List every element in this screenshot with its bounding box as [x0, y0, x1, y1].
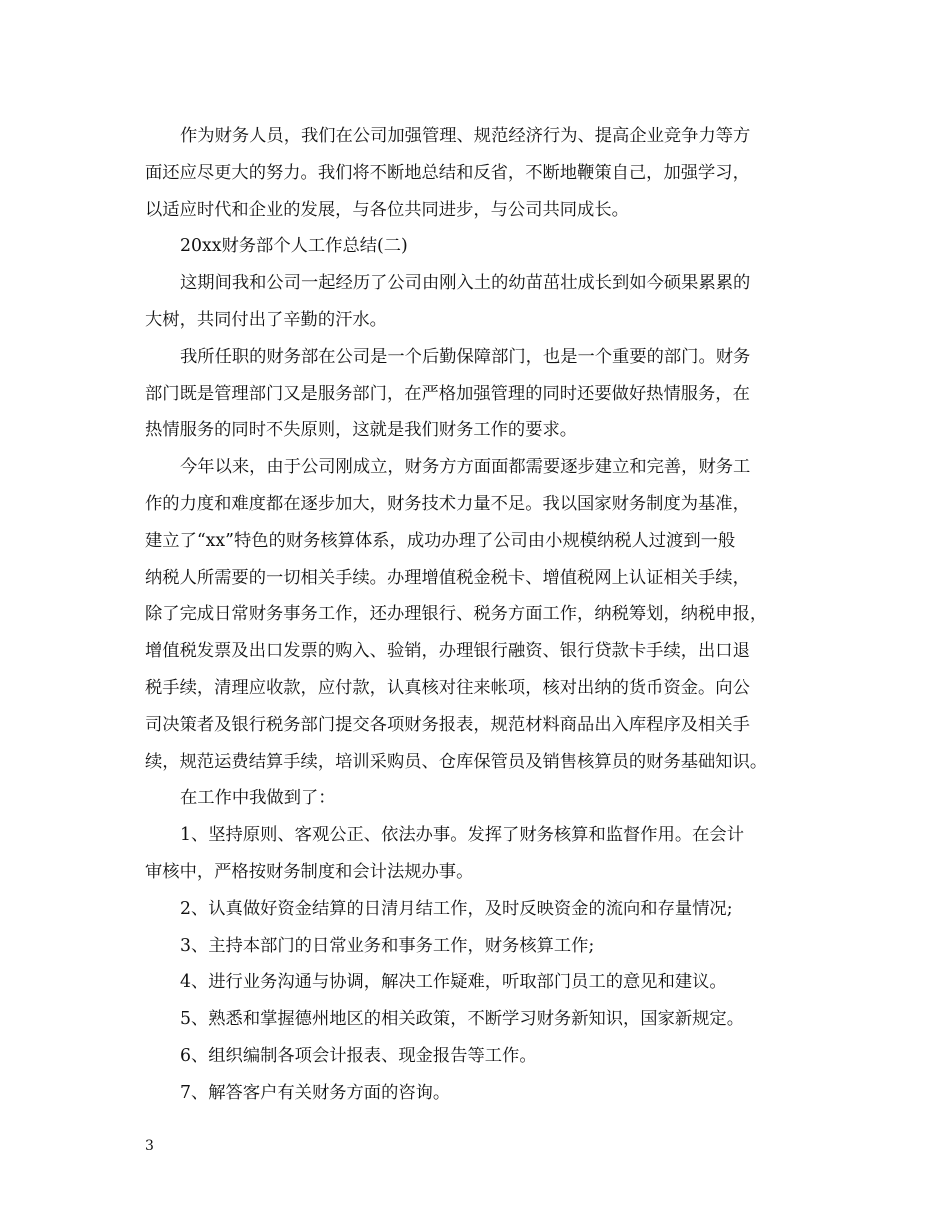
paragraph-line: 作为财务人员，我们在公司加强管理、规范经济行为、提高企业竞争力等方: [180, 126, 751, 146]
section-heading: 20xx财务部个人工作总结(二): [180, 236, 408, 257]
paragraph-line: 建立了“xx”特色的财务核算体系，成功办理了公司由小规模纳税人过渡到一般: [145, 530, 736, 551]
paragraph-line: 在工作中我做到了：: [180, 788, 336, 809]
paragraph-line: 我所任职的财务部在公司是一个后勤保障部门，也是一个重要的部门。财务: [180, 346, 751, 367]
list-item: 1、坚持原则、客观公正、依法办事。发挥了财务核算和监督作用。在会计: [180, 825, 744, 846]
paragraph-line: 面还应尽更大的努力。我们将不断地总结和反省，不断地鞭策自己，加强学习，: [145, 162, 750, 183]
paragraph-line: 今年以来，由于公司刚成立，财务方方面面都需要逐步建立和完善，财务工: [180, 457, 751, 478]
paragraph-line: 司决策者及银行税务部门提交各项财务报表，规范材料商品出入库程序及相关手: [145, 714, 750, 735]
list-item: 5、熟悉和掌握德州地区的相关政策，不断学习财务新知识，国家新规定。: [180, 1009, 744, 1030]
paragraph-line: 续，规范运费结算手续，培训采购员、仓库保管员及销售核算员的财务基础知识。: [145, 751, 768, 772]
paragraph-line: 部门既是管理部门又是服务部门，在严格加强管理的同时还要做好热情服务，在: [145, 383, 750, 404]
document-body: [145, 118, 810, 1112]
list-item: 7、解答客户有关财务方面的咨询。: [180, 1082, 451, 1103]
list-item-continuation: 审核中，严格按财务制度和会计法规办事。: [145, 861, 474, 882]
page-number: 3: [145, 1138, 154, 1154]
paragraph-line: 纳税人所需要的一切相关手续。办理增值税金税卡、增值税网上认证相关手续，: [145, 567, 750, 588]
paragraph-line: 大树，共同付出了辛勤的汗水。: [145, 309, 387, 330]
paragraph-line: 税手续，清理应收款，应付款，认真核对往来帐项，核对出纳的货币资金。向公: [145, 677, 750, 698]
paragraph-line: 热情服务的同时不失原则，这就是我们财务工作的要求。: [145, 420, 578, 441]
paragraph-line: 这期间我和公司一起经历了公司由刚入土的幼苗茁壮成长到如今硕果累累的: [180, 273, 751, 294]
list-item: 3、主持本部门的日常业务和事务工作，财务核算工作;: [180, 935, 595, 956]
list-item: 4、进行业务沟通与协调，解决工作疑难，听取部门员工的意见和建议。: [180, 972, 727, 993]
list-item: 6、组织编制各项会计报表、现金报告等工作。: [180, 1045, 537, 1066]
paragraph-line: 增值税发票及出口发票的购入、验销，办理银行融资、银行贷款卡手续，出口退: [145, 641, 750, 662]
paragraph-line: 以适应时代和企业的发展，与各位共同进步，与公司共同成长。: [145, 199, 629, 220]
list-item: 2、认真做好资金结算的日清月结工作，及时反映资金的流向和存量情况;: [180, 898, 733, 919]
paragraph-line: 除了完成日常财务事务工作，还办理银行、税务方面工作，纳税筹划，纳税申报，: [145, 604, 768, 625]
paragraph-line: 作的力度和难度都在逐步加大，财务技术力量不足。我以国家财务制度为基准，: [145, 493, 750, 514]
